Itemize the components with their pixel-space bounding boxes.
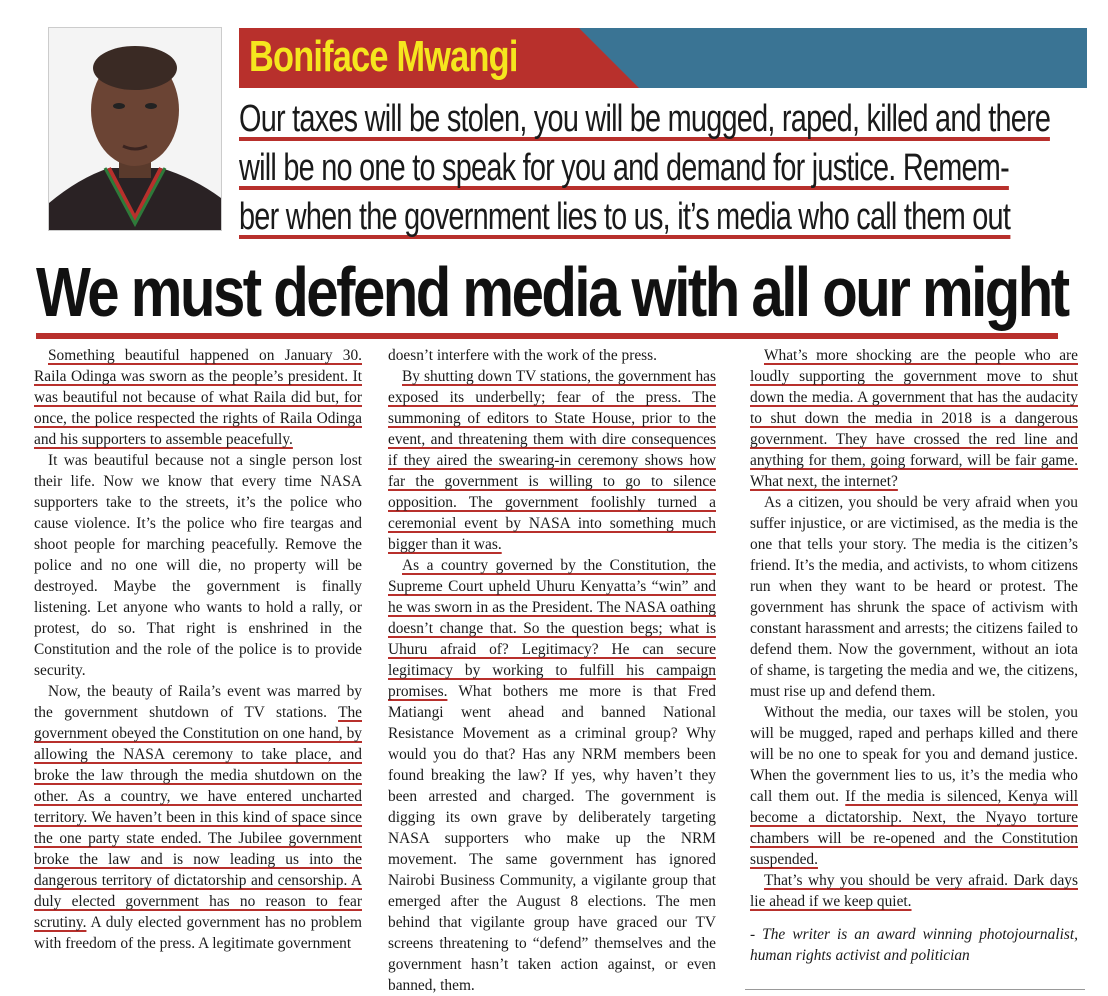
article-paragraph [388,345,716,366]
underlined-text: By shutting down TV stations, the government has exposed its underbelly; fear of the press. The summoning of editors to State House, prior to the event, and threatening them with dire consequences if they aired the swearing-in ceremony shows how far the government is willing to go to silence opposition. The government foolishly turned a ceremonial event by NASA into something much bigger than it was. [388,368,716,553]
headline-underline [36,333,1058,339]
underlined-text: If the media is silenced, Kenya will become a dictatorship. Next, the Nyayo torture chambers will be re-opened and the Constitution suspended. [750,788,1078,868]
underlined-text: Something beautiful happened on January 30. Raila Odinga was sworn as the people’s president. It was beautiful not because of what Raila did but, for once, the police respected the rights of Raila Odinga and his supporters to assemble peacefully. [34,347,362,448]
pull-quote-line: Our taxes will be stolen, you will be mugged, raped, killed and there [239,98,1051,140]
body-text: As a citizen, you should be very afraid when you suffer injustice, or are victimised, as the media is the one that tells your story. The media is the citizen’s friend. It’s the media, and activists, to whom citizens run when they want to be heard or protest. The government has shrunk the space of activism with constant harassment and arrests; the citizens failed to defend them. Now the government, without an iota of shame, is targeting the media and we, the citizens, must rise up and defend them. [750,494,1078,700]
article-paragraph [388,555,716,996]
article-column-2 [388,345,716,996]
author-byline: - The writer is an award winning photojournalist, human rights activist and politician [750,926,1078,964]
article-paragraph [34,450,362,681]
article-paragraph [34,681,362,954]
body-text: What bothers me more is that Fred Matiangi went ahead and banned National Resistance Movement as a criminal group? Why would you do that? Has any NRM members been found breaking the law? If yes, why haven’t they been arrested and charged. The government is digging its own grave by deliberately targeting NASA supporters who make up the NRM movement. The same government has ignored Nairobi Business Community, a vigilante group that emerged after the August 8 elections. The men behind that vigilante group have graced our TV screens threatening to “defend” themselves and the government hasn’t taken action against, or even banned, them. [388,683,716,994]
pull-quote-line: ber when the government lies to us, it’s media who call them out [239,196,1011,238]
body-text: Without the media, our taxes will be stolen, you will be mugged, raped and perhaps killed and there will be no one to speak for you and demand justice. When the government lies to us, it’s the media who call them out. [750,704,1078,805]
body-text: A duly elected government has no problem with freedom of the press. A legitimate government [34,914,362,952]
author-photo [48,27,222,231]
article-paragraph [750,702,1078,870]
article-paragraph [388,366,716,555]
article-paragraph [750,345,1078,492]
headline: We must defend media with all our might [36,253,1068,331]
article-paragraph [34,345,362,450]
pull-quote-line: will be no one to speak for you and demand for justice. Remem- [239,147,1009,189]
pull-quote [239,98,1075,245]
author-name: Boniface Mwangi [249,32,518,81]
body-text: It was beautiful because not a single person lost their life. Now we know that every time NASA supporters take to the streets, it’s the police who cause violence. It’s the police who fire teargas and shoot people for marching peacefully. Remove the police and no one will die, no property will be destroyed. Maybe the government is finally listening. Let anyone who wants to hold a rally, or protest, do so. That right is enshrined in the Constitution and the role of the police is to provide security. [34,452,362,679]
author-banner [239,28,1087,88]
article-paragraph [750,492,1078,702]
underlined-text: What’s more shocking are the people who are loudly supporting the government move to shut down the media. A government that has the audacity to shut down the media in 2018 is a dangerous government. They have crossed the red line and anything for them, going forward, will be fair game. What next, the internet? [750,347,1078,490]
underlined-text: That’s why you should be very afraid. Dark days lie ahead if we keep quiet. [750,872,1078,910]
article-column-1 [34,345,362,954]
body-text: Now, the beauty of Raila’s event was marred by the government shutdown of TV stations. [34,683,362,721]
body-text: doesn’t interfere with the work of the press. [388,347,657,364]
article-paragraph [750,870,1078,912]
article-column-3 [750,345,1078,966]
underlined-text: The government obeyed the Constitution on one hand, by allowing the NASA ceremony to take place, and broke the law through the media shutdown on the other. As a country, we have entered uncharted territory. We haven’t been in this kind of space since the one party state ended. The Jubilee government broke the law and is now leading us into the dangerous territory of dictatorship and censorship. A duly elected government has no reason to fear scrutiny. [34,704,362,931]
portrait-image [49,28,221,230]
bottom-rule [745,989,1085,990]
underlined-text: As a country governed by the Constitution, the Supreme Court upheld Uhuru Kenyatta’s “win” and he was sworn in as the President. The NASA oathing doesn’t change that. So the question begs; what is Uhuru afraid of? Legitimacy? He can secure legitimacy by working to fulfill his campaign promises. [388,557,716,700]
